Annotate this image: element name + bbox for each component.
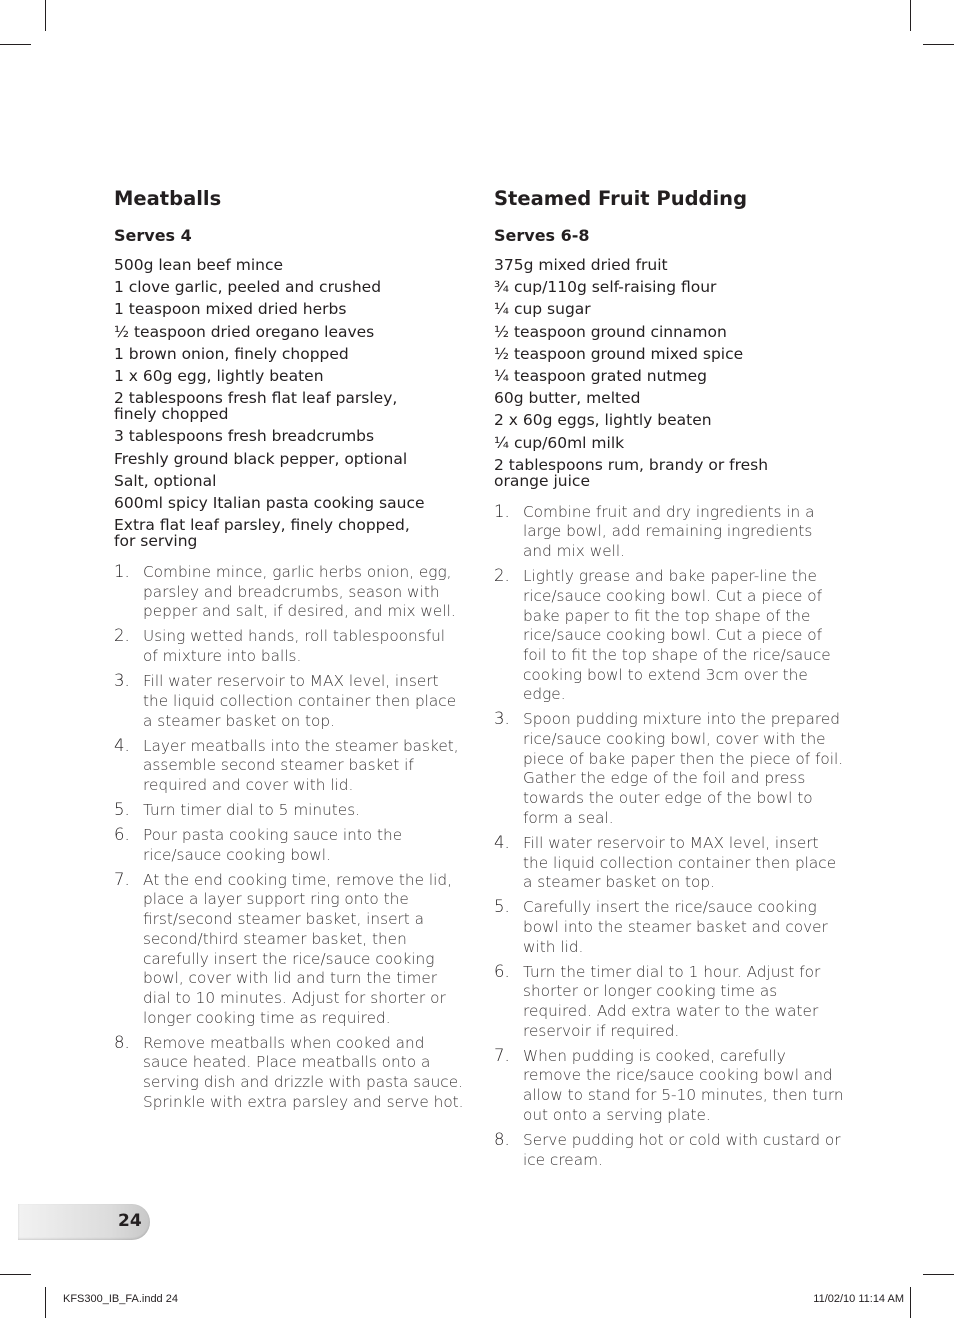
recipe-title: Steamed Fruit Pudding	[494, 187, 748, 210]
pudding-recipe	[494, 185, 844, 1176]
footer-timestamp: 11/02/10 11:14 AM	[813, 1293, 904, 1305]
ingredient-item: ½ teaspoon dried oregano leaves	[114, 322, 375, 341]
step-number: 4.	[114, 735, 130, 755]
crop-mark-top-right-vertical	[910, 0, 911, 31]
recipe-title: Meatballs	[114, 187, 222, 210]
ingredient-item: ¼ teaspoon grated nutmeg	[494, 366, 707, 385]
step-number: 4.	[494, 832, 510, 852]
method-step	[114, 826, 464, 865]
method-steps	[494, 503, 844, 1171]
method-step	[114, 1034, 464, 1113]
serves-label: Serves 6-8	[494, 226, 590, 245]
crop-mark-bottom-left-horizontal	[0, 1274, 31, 1275]
method-step	[494, 898, 844, 957]
step-text: Combine fruit and dry ingredients in a large bowl, add remaining ingredients and mix well.	[523, 502, 815, 561]
step-number: 3.	[114, 671, 130, 691]
ingredient-item: 2 x 60g eggs, lightly beaten	[494, 411, 712, 430]
step-text: Spoon pudding mixture into the prepared rice/sauce cooking bowl, cover with the piece of bake paper then the piece of foil. Gather the edge of the foil and press towards the outer edge of the bowl to form a seal.	[523, 710, 844, 827]
footer-filename: KFS300_IB_FA.indd 24	[63, 1293, 178, 1305]
ingredient-item: 1 x 60g egg, lightly beaten	[114, 366, 324, 385]
ingredient-item: 3 tablespoons fresh breadcrumbs	[114, 427, 375, 446]
method-step	[114, 871, 464, 1029]
ingredient-item: 1 teaspoon mixed dried herbs	[114, 300, 347, 319]
crop-mark-bottom-right-horizontal	[923, 1274, 954, 1275]
ingredient-item: ¼ cup sugar	[494, 300, 591, 319]
crop-mark-bottom-left-vertical	[45, 1287, 46, 1318]
method-steps	[114, 563, 464, 1112]
method-step	[114, 737, 464, 796]
step-number: 7.	[114, 869, 130, 889]
method-step	[114, 801, 464, 821]
step-text: Lightly grease and bake paper-line the rice/sauce cooking bowl. Cut a piece of bake paper to fit the top shape of the rice/sauce cooking bowl. Cut a piece of foil to fit the top shape of the rice/sauce cooking bowl to extend 3cm over the edge.	[523, 567, 831, 704]
step-number: 5.	[494, 897, 510, 917]
ingredient-item: 60g butter, melted	[494, 389, 641, 408]
ingredient-item: Extra flat leaf parsley, finely chopped, for serving	[114, 516, 410, 551]
ingredient-item: 500g lean beef mince	[114, 256, 284, 274]
ingredient-item: 2 tablespoons fresh flat leaf parsley, finely chopped	[114, 389, 398, 424]
method-step	[114, 563, 464, 622]
crop-mark-top-left-horizontal	[0, 44, 31, 45]
method-step	[494, 963, 844, 1042]
ingredient-item: 375g mixed dried fruit	[494, 256, 668, 274]
method-step	[494, 1047, 844, 1126]
step-text: Turn the timer dial to 1 hour. Adjust for shorter or longer cooking time as required. Add extra water to the water reservoir if required.	[523, 962, 821, 1040]
ingredient-item: ½ teaspoon ground mixed spice	[494, 344, 744, 363]
ingredient-item: 1 brown onion, finely chopped	[114, 344, 349, 363]
step-text: Fill water reservoir to MAX level, insert the liquid collection container then place a steamer basket on top.	[523, 833, 837, 892]
step-text: Using wetted hands, roll tablespoonsful of mixture into balls.	[143, 627, 446, 666]
step-text: Layer meatballs into the steamer basket, assemble second steamer basket if required and cover with lid.	[143, 736, 459, 794]
crop-mark-top-left-vertical	[45, 0, 46, 31]
crop-mark-top-right-horizontal	[923, 44, 954, 45]
step-number: 2.	[114, 626, 130, 646]
ingredient-item: 600ml spicy Italian pasta cooking sauce	[114, 493, 425, 512]
ingredient-item: ¾ cup/110g self-raising flour	[494, 278, 717, 297]
ingredient-item: ½ teaspoon ground cinnamon	[494, 322, 727, 341]
step-text: Fill water reservoir to MAX level, insert the liquid collection container then place a steamer basket on top.	[143, 672, 457, 730]
ingredient-item: Freshly ground black pepper, optional	[114, 449, 408, 468]
step-text: Serve pudding hot or cold with custard or ice cream.	[523, 1130, 841, 1169]
step-text: Remove meatballs when cooked and sauce heated. Place meatballs onto a serving dish and drizzle with pasta sauce. Sprinkle with extra parsley and serve hot.	[143, 1033, 464, 1111]
step-text: Turn timer dial to 5 minutes.	[143, 800, 361, 819]
step-number: 8.	[114, 1032, 130, 1052]
step-text: Pour pasta cooking sauce into the rice/sauce cooking bowl.	[143, 825, 403, 864]
step-number: 6.	[114, 824, 130, 844]
step-number: 6.	[494, 961, 510, 981]
serves-label: Serves 4	[114, 226, 192, 245]
step-text: Carefully insert the rice/sauce cooking bowl into the steamer basket and cover with lid.	[523, 898, 828, 956]
method-step	[494, 1131, 844, 1170]
ingredient-item: Salt, optional	[114, 471, 217, 490]
step-number: 8.	[494, 1129, 510, 1149]
ingredient-item: 2 tablespoons rum, brandy or fresh orange juice	[494, 455, 769, 490]
step-text: Combine mince, garlic herbs onion, egg, parsley and breadcrumbs, season with pepper and salt, if desired, and mix well.	[143, 563, 456, 621]
step-number: 7.	[494, 1045, 510, 1065]
method-step	[114, 627, 464, 666]
step-text: At the end cooking time, remove the lid, place a layer support ring onto the first/second steamer basket, insert a second/third steamer basket, then carefully insert the rice/sauce cooking bowl, cover with lid and turn the timer dial to 10 minutes. Adjust for shorter or longer cooking time as required.	[143, 870, 452, 1027]
method-step	[494, 834, 844, 893]
step-number: 1.	[494, 501, 510, 521]
ingredient-list	[114, 257, 464, 549]
page-number: 24	[118, 1211, 142, 1231]
step-number: 1.	[114, 562, 130, 582]
step-number: 3.	[494, 709, 510, 729]
ingredient-item: 1 clove garlic, peeled and crushed	[114, 278, 382, 297]
method-step	[114, 672, 464, 731]
method-step	[494, 503, 844, 562]
method-step	[494, 710, 844, 828]
ingredient-list	[494, 257, 844, 489]
ingredient-item: ¼ cup/60ml milk	[494, 433, 625, 452]
step-number: 2.	[494, 566, 510, 586]
method-step	[494, 567, 844, 705]
meatballs-recipe	[114, 185, 464, 1118]
crop-mark-bottom-right-vertical	[910, 1287, 911, 1318]
step-text: When pudding is cooked, carefully remove the rice/sauce cooking bowl and allow to stand for 5-10 minutes, then turn out onto a serving plate.	[523, 1046, 844, 1124]
step-number: 5.	[114, 799, 130, 819]
